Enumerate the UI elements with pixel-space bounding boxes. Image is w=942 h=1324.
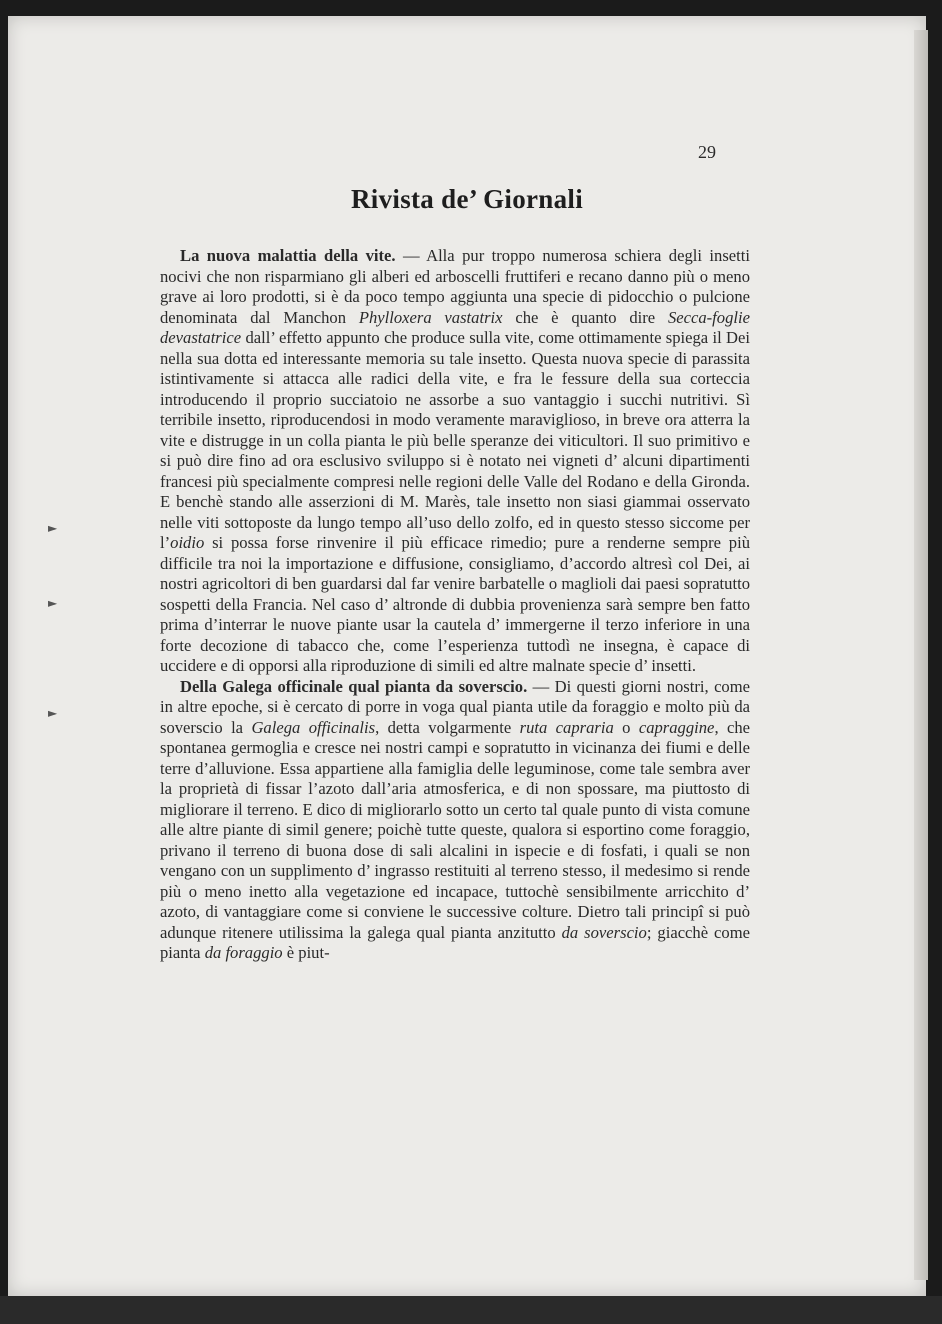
document-page [8, 16, 926, 1296]
italic-term: oidio [170, 533, 205, 552]
section-heading-vine-disease: La nuova malattia della vite. [180, 246, 396, 265]
paragraph-text: , detta volgarmente [375, 717, 520, 737]
paragraph-text: è piut- [282, 943, 330, 962]
paragraph-text: che è quanto dire [502, 307, 668, 327]
italic-term: Secca-foglie devastatrice [160, 307, 750, 347]
scan-border [0, 1296, 942, 1324]
page-number: 29 [698, 142, 716, 162]
paragraph-text: si possa forse rinvenire il più efficace rimedio; pure a renderne sempre più difficile tra noi la importazione e diffusione, consigliamo, d’accordo altresì col Dei, ai nostri agricoltori di ben guardarsi dal far venire barbatelle o maglioli dai paesi sopratutto sospetti della Francia. Nel caso d’ altronde di dubbia provenienza sarà sempre ben fatto prima d’interrar le nuove piante usar la cautela d’ immergerne il terzo inferiore in una forte decozione di tabacco che, come l’esperienza tuttodì ne insegna, è capace di uccidere e di opporsi alla riproduzione di simili ed altre malnate specie d’ insetti. [160, 533, 750, 675]
italic-term: Galega officinalis [251, 717, 376, 737]
italic-term: capraggine [638, 717, 715, 737]
page-title: Rivista de’ Giornali [351, 184, 583, 214]
page-edge [914, 30, 928, 1280]
paragraph-text: ; giacchè come pianta [160, 922, 750, 962]
paragraph-text: , che spontanea germoglia e cresce nei nostri campi e sopratutto in vicinanza dei fiumi e delle terre d’alluvione. Essa appartiene alla famiglia delle leguminose, come tale sembra aver la proprietà di fissar l’azoto dall’aria atmosferica, e di non spossare, ma piuttosto di migliorare il terreno. E dico di migliorarlo sotto un certo tal quale punto di vista comune alle altre piante di simil genere; poichè tutte queste, qualora si esportino come foraggio, privano il terreno di buona dose di sali alcalini in ispecie e di fosfati, i quali se non vengano con un supplimento d’ ingrasso restituiti al terreno stesso, il medesimo si rende più o meno inetto alla vegetazione ed incapace, tuttochè sensibilmente arricchito d’ azoto, di vantaggiare come si conviene le successive colture. Dietro tali principî si può adunque ritenere utilissima la galega qual pianta anzitutto [160, 717, 751, 942]
paragraph-text: dall’ effetto appunto che produce sulla vite, come ottimamente spiega il Dei nella sua dotta ed interessante memoria su tale insetto. Questa nuova specie di parassita istintivamente si attacca alle radici della vite, e fra le fessure della sua corteccia introducendo il proprio succiatoio ne assorbe a suo vantaggio i succhi nutritivi. Sì terribile insetto, riproducendosi in modo veramente maraviglioso, in breve ora atterra la vite e distrugge in un colla pianta le più belle speranze dei viticultori. Il suo primitivo e si può dire fino ad ora esclusivo sviluppo si è notato nei vigneti d’ alcuni dipartimenti francesi più specialmente compresi nelle regioni delle Valle del Rodano e della Gironda. E benchè stando alle asserzioni di M. Marès, tale insetto non siasi giammai osservato nelle viti sottoposte da lungo tempo all’uso dello zolfo, ed in questo stesso siccome per l’ [160, 328, 750, 552]
italic-term: da soverscio [561, 922, 647, 942]
paragraph-galega [160, 677, 750, 964]
italic-term: Phylloxera vastatrix [358, 307, 503, 327]
paragraph-text: — Di questi giorni nostri, come in altre epoche, si è cercato di porre in voga qual pianta utile da foraggio e molto più da soverscio la [160, 676, 750, 737]
margin-arrow-icon: ► [48, 596, 58, 610]
article-body [160, 246, 750, 964]
section-heading-galega: Della Galega officinale qual pianta da soverscio. [180, 676, 528, 696]
margin-arrow-icon: ► [48, 521, 58, 535]
italic-term: da foraggio [204, 943, 283, 962]
paragraph-text: — Alla pur troppo numerosa schiera degli insetti nocivi che non risparmiano gli alberi ed arboscelli fruttiferi e recano danno più o meno grave ai loro prodotti, si è da poco tempo aggiunta una specie di pidocchio o pulcione denominata dal Manchon [160, 246, 750, 327]
italic-term: ruta capraria [519, 717, 614, 737]
paragraph-phylloxera [160, 246, 750, 677]
margin-arrow-icon: ► [48, 706, 58, 720]
paragraph-text: o [613, 717, 639, 737]
